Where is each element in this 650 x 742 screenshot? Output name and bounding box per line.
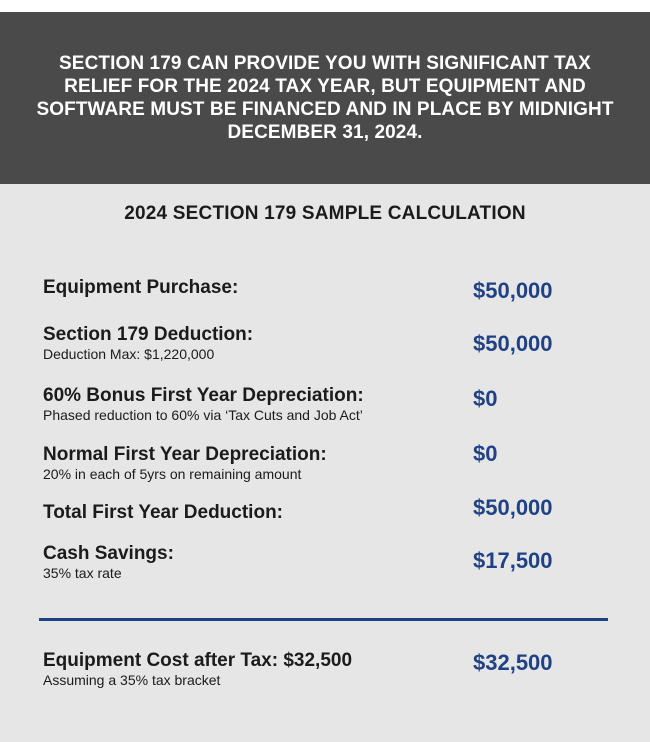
total-label: Equipment Cost after Tax: $32,500 [43, 650, 353, 671]
row-sublabel: 35% tax rate [43, 565, 122, 581]
total-value: $32,500 [473, 650, 553, 675]
calculation-title: 2024 SECTION 179 SAMPLE CALCULATION [124, 203, 526, 224]
banner-text: SECTION 179 CAN PROVIDE YOU WITH SIGNIFICANT TAX RELIEF FOR THE 2024 TAX YEAR, BUT EQUIPMENT AND SOFTWARE MUST BE FINANCED AND IN PLACE BY MIDNIGHT DECEMBER 31, 2024. [36, 53, 614, 143]
row-sublabel: Deduction Max: $1,220,000 [43, 346, 215, 362]
row-sublabel: Phased reduction to 60% via ‘Tax Cuts and Job Act’ [43, 407, 363, 423]
row-label: Total First Year Deduction: [43, 502, 284, 523]
row-value: $50,000 [473, 495, 553, 520]
section-179-card [0, 12, 650, 742]
row-sublabel: 20% in each of 5yrs on remaining amount [43, 466, 302, 482]
row-label: Cash Savings: [43, 543, 174, 564]
row-label: Normal First Year Depreciation: [43, 444, 327, 465]
row-value: $17,500 [473, 548, 553, 573]
row-value: $50,000 [473, 331, 553, 356]
row-label: Equipment Purchase: [43, 277, 239, 298]
row-label: Section 179 Deduction: [43, 324, 254, 345]
row-label: 60% Bonus First Year Depreciation: [43, 385, 364, 406]
total-sublabel: Assuming a 35% tax bracket [43, 672, 221, 688]
section-divider [39, 618, 608, 621]
row-value: $50,000 [473, 278, 553, 303]
row-value: $0 [473, 441, 498, 466]
row-value: $0 [473, 386, 498, 411]
header-banner [0, 12, 650, 184]
